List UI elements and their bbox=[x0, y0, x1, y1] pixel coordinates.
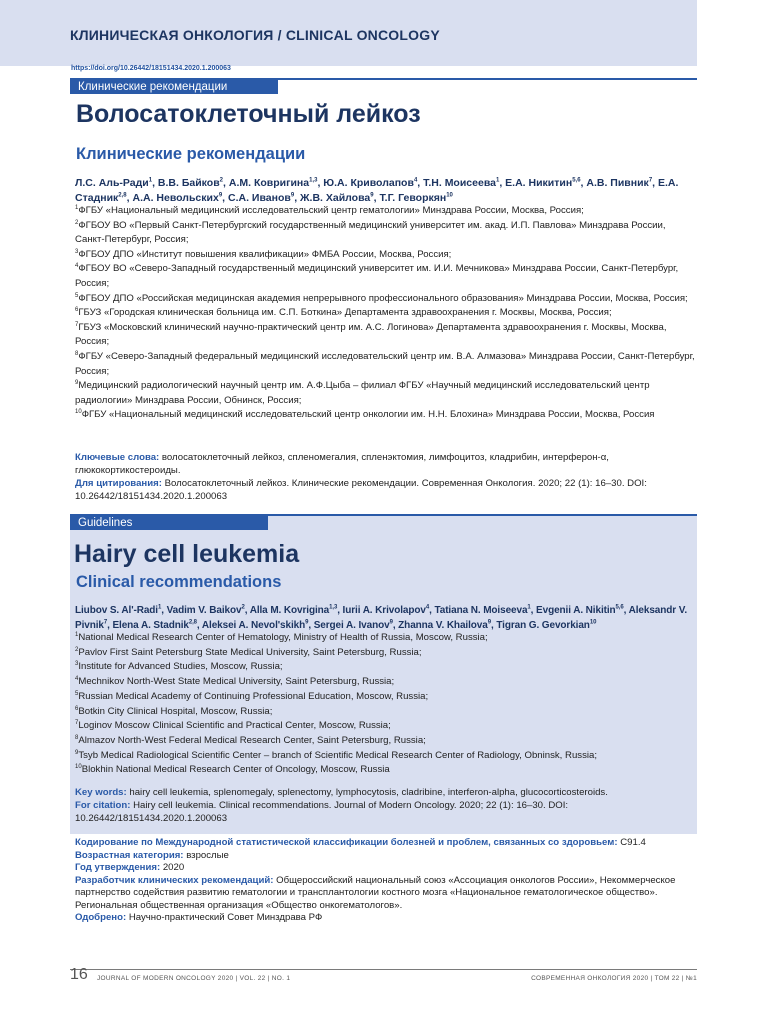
affiliation-item bbox=[75, 262, 697, 291]
affiliation-text: Russian Medical Academy of Continuing Professional Education, Moscow, Russia; bbox=[78, 690, 429, 702]
author-affiliation-mark: 4 bbox=[425, 604, 430, 611]
author-affiliation-mark: 10 bbox=[589, 619, 597, 626]
journal-title: КЛИНИЧЕСКАЯ ОНКОЛОГИЯ / CLINICAL ONCOLOGY bbox=[70, 27, 440, 43]
author-name: Т.Г. Геворкян bbox=[379, 192, 447, 204]
author-affiliation-mark: 9 bbox=[487, 619, 491, 626]
keywords-label: Ключевые слова: bbox=[75, 452, 160, 463]
citation-label: For citation: bbox=[75, 800, 131, 811]
metadata-row bbox=[75, 850, 695, 863]
author-name: Aleksei A. Nevol'skikh bbox=[201, 620, 306, 631]
affiliation-item bbox=[75, 321, 697, 350]
footer-journal-en: JOURNAL OF MODERN ONCOLOGY 2020 | VOL. 22 | NO. 1 bbox=[97, 975, 291, 982]
author-affiliation-mark: 9 bbox=[370, 192, 374, 199]
affiliation-number: 2 bbox=[75, 646, 79, 653]
citation-text: Hairy cell leukemia. Clinical recommendations. Journal of Modern Oncology. 2020; 22 (1): 16–30. DOI: 10.26442/18151434.2020.1.200063 bbox=[75, 800, 569, 824]
affiliation-item bbox=[75, 719, 697, 734]
author-affiliation-mark: 2,8 bbox=[188, 619, 197, 626]
affiliation-text: Blokhin National Medical Research Center of Oncology, Moscow, Russia bbox=[81, 764, 390, 776]
affiliation-text: Tsyb Medical Radiological Scientific Center – branch of Scientific Medical Research Center of Radiology, Obninsk, Russia; bbox=[78, 749, 597, 761]
keywords-text: волосатоклеточный лейкоз, спленомегалия, спленэктомия, лимфоцитоз, кладрибин, интерферон-α, глюкокортикостероиды. bbox=[75, 452, 609, 476]
metadata-value: C91.4 bbox=[620, 837, 646, 848]
affiliation-text: ФГБУ «Национальный медицинский исследовательский центр онкологии им. Н.Н. Блохина» Минздрава России, Москва, Россия bbox=[81, 409, 655, 421]
affiliation-text: Pavlov First Saint Petersburg State Medical University, Saint Petersburg, Russia; bbox=[78, 646, 422, 658]
author-name: Elena A. Stadnik bbox=[112, 620, 189, 631]
affiliation-item bbox=[75, 734, 697, 749]
metadata-label: Разработчик клинических рекомендаций: bbox=[75, 874, 274, 886]
affiliation-number: 4 bbox=[75, 263, 79, 270]
page-number: 16 bbox=[70, 966, 88, 983]
affiliation-item bbox=[75, 248, 697, 263]
author-affiliation-mark: 2 bbox=[219, 177, 224, 184]
affiliation-text: ФГБОУ ВО «Первый Санкт-Петербургский государственный медицинский университет им. акад. И.П. Павлова» Минздрава России, Санкт-Петербург, Россия; bbox=[75, 219, 666, 246]
affiliation-number: 10 bbox=[75, 764, 82, 771]
affiliation-text: Mechnikov North-West State Medical University, Saint Petersburg, Russia; bbox=[78, 676, 395, 688]
author-name: Alla M. Kovrigina bbox=[249, 605, 330, 616]
author-affiliation-mark: 9 bbox=[290, 192, 295, 199]
affiliation-number: 4 bbox=[75, 675, 79, 682]
metadata-value: взрослые bbox=[186, 849, 229, 861]
affiliation-number: 9 bbox=[75, 749, 79, 756]
author-name: Е.А. Никитин bbox=[505, 177, 573, 189]
author-name: Ю.А. Криволапов bbox=[323, 177, 414, 189]
affiliation-number: 8 bbox=[75, 734, 79, 741]
footer-divider bbox=[70, 969, 697, 970]
author-affiliation-mark: 5,6 bbox=[615, 604, 624, 611]
author-name: Sergei A. Ivanov bbox=[313, 620, 390, 631]
affiliation-text: ГБУЗ «Городская клиническая больница им. С.П. Боткина» Департамента здравоохранения г. Москвы, Москва, Россия; bbox=[78, 307, 612, 319]
affiliation-number: 6 bbox=[75, 306, 79, 313]
affiliation-item bbox=[75, 204, 697, 219]
affiliation-item bbox=[75, 646, 697, 661]
affiliation-item bbox=[75, 408, 697, 423]
footer-journal-ru: СОВРЕМЕННАЯ ОНКОЛОГИЯ 2020 | ТОМ 22 | №1 bbox=[531, 975, 697, 982]
author-name: Tatiana N. Moiseeva bbox=[434, 605, 528, 616]
affiliation-text: Institute for Advanced Studies, Moscow, Russia; bbox=[78, 661, 283, 673]
author-name: Liubov S. Al'-Radi bbox=[75, 605, 158, 616]
section-tag-en: Guidelines bbox=[70, 516, 268, 530]
metadata-label: Год утверждения: bbox=[75, 862, 161, 873]
author-name: Aleksandr V. Pivnik bbox=[75, 605, 688, 631]
author-affiliation-mark: 1 bbox=[158, 604, 162, 611]
author-affiliation-mark: 7 bbox=[648, 177, 653, 184]
affiliation-item bbox=[75, 749, 697, 764]
affiliation-number: 5 bbox=[75, 690, 79, 697]
keywords-label: Key words: bbox=[75, 787, 127, 798]
author-affiliation-mark: 5,6 bbox=[572, 177, 581, 184]
metadata-row bbox=[75, 862, 695, 875]
keywords-en bbox=[75, 787, 695, 800]
author-affiliation-mark: 7 bbox=[103, 619, 108, 626]
section-tag-ru: Клинические рекомендации bbox=[70, 80, 278, 94]
affiliation-number: 1 bbox=[75, 631, 79, 638]
affiliation-item bbox=[75, 690, 697, 705]
author-name: Iurii A. Krivolapov bbox=[342, 605, 426, 616]
keywords-ru bbox=[75, 452, 695, 477]
affiliation-number: 7 bbox=[75, 720, 79, 727]
metadata-label: Кодирование по Международной статистической классификации болезней и проблем, связанных со здоровьем: bbox=[75, 837, 618, 848]
affiliation-list-en bbox=[75, 631, 697, 778]
author-affiliation-mark: 4 bbox=[413, 177, 418, 184]
affiliation-number: 10 bbox=[75, 409, 82, 416]
article-subtitle-ru: Клинические рекомендации bbox=[76, 145, 306, 163]
affiliation-text: ФГБОУ ДПО «Институт повышения квалификации» ФМБА России, Москва, Россия; bbox=[78, 248, 452, 260]
affiliation-number: 1 bbox=[75, 204, 79, 211]
affiliation-item bbox=[75, 219, 697, 248]
author-name: А.В. Пивник bbox=[586, 177, 649, 189]
author-list-ru: Л.С. Аль-Ради$^1$, В.В. Байков$^2$, А.М. Ковригина$^{1,3}$, Ю.А. Криволапов$^4$, Т.Н. Моисеева$^1$, Е.А. Никитин$^{5,6}$, А.В. Пивник$^7$, Е.А. Стадник$^{2,8}$, А.А. Невольских$^9$, С.А. Иванов$^9$, Ж.В. Хайлова$^9$, Т.Г. Геворкян$^{10}$ bbox=[75, 177, 679, 204]
affiliation-text: National Medical Research Center of Hematology, Ministry of Health of Russia, Moscow, Russia; bbox=[78, 632, 488, 643]
author-name: А.А. Невольских bbox=[132, 192, 219, 204]
author-affiliation-mark: 1 bbox=[495, 177, 500, 184]
affiliation-item bbox=[75, 660, 697, 675]
citation-ru bbox=[75, 478, 695, 503]
metadata-value: Общероссийский национальный союз «Ассоциация онкологов России», Некоммерческое партнерство содействия развитию гематологии и трансплантологии костного мозга «Национальное гематологическое общество». Региональная общественная организация «Общество онкогематологов». bbox=[75, 874, 676, 911]
author-name: А.М. Ковригина bbox=[228, 177, 310, 189]
author-affiliation-mark: 1,3 bbox=[309, 177, 318, 184]
author-name: С.А. Иванов bbox=[228, 192, 291, 204]
affiliation-number: 2 bbox=[75, 219, 79, 226]
article-subtitle-en: Clinical recommendations bbox=[76, 573, 282, 591]
affiliation-text: ФГБОУ ДПО «Российская медицинская академия непрерывного профессионального образования» Минздрава России, Москва, Россия; bbox=[78, 292, 688, 304]
article-title-ru: Волосатоклеточный лейкоз bbox=[76, 100, 421, 128]
author-affiliation-mark: 9 bbox=[389, 619, 393, 626]
article-title-en: Hairy cell leukemia bbox=[74, 540, 300, 568]
citation-text: Волосатоклеточный лейкоз. Клинические рекомендации. Современная Онкология. 2020; 22 (1): 16–30. DOI: 10.26442/18151434.2020.1.200063 bbox=[75, 478, 647, 502]
metadata-row bbox=[75, 875, 695, 913]
affiliation-item bbox=[75, 350, 697, 379]
metadata-value: Научно-практический Совет Минздрава РФ bbox=[128, 912, 323, 923]
author-list-en: Liubov S. Al'-Radi$^1$, Vadim V. Baikov$^2$, Alla M. Kovrigina$^{1,3}$, Iurii A. Krivolapov$^4$, Tatiana N. Moiseeva$^1$, Evgenii A. Nikitin$^{5,6}$, Aleksandr V. Pivnik$^7$, Elena A. Stadnik$^{2,8}$, Aleksei A. Nevol'skikh$^9$, Sergei A. Ivanov$^9$, Zhanna V. Khailova$^9$, Tigran G. Gevorkian$^{10}$ bbox=[75, 604, 688, 631]
guideline-metadata bbox=[75, 837, 695, 925]
author-affiliation-mark: 10 bbox=[446, 192, 453, 199]
affiliation-text: Botkin City Clinical Hospital, Moscow, Russia; bbox=[78, 705, 273, 717]
affiliation-text: ФГБУ «Национальный медицинский исследовательский центр гематологии» Минздрава России, Москва, Россия; bbox=[78, 205, 584, 216]
author-name: Evgenii A. Nikitin bbox=[536, 605, 616, 616]
author-affiliation-mark: 1,3 bbox=[329, 604, 338, 611]
keywords-text: hairy cell leukemia, splenomegaly, splenectomy, lymphocytosis, cladribine, interferon-alpha, glucocorticosteroids. bbox=[129, 787, 608, 798]
metadata-row bbox=[75, 912, 695, 925]
affiliation-text: ГБУЗ «Московский клинический научно-практический центр им. А.С. Логинова» Департамента здравоохранения г. Москвы, Москва, Россия; bbox=[75, 321, 667, 348]
metadata-value: 2020 bbox=[162, 862, 185, 873]
doi-link[interactable]: https://doi.org/10.26442/18151434.2020.1.200063 bbox=[71, 65, 231, 72]
citation-en bbox=[75, 800, 695, 825]
author-name: Л.С. Аль-Ради bbox=[75, 177, 149, 189]
affiliation-text: ФГБУ «Северо-Западный федеральный медицинский исследовательский центр им. В.А. Алмазова» Минздрава России, Санкт-Петербург, Россия; bbox=[75, 350, 695, 377]
author-name: Е.А. Стадник bbox=[75, 177, 679, 204]
affiliation-number: 3 bbox=[75, 248, 79, 255]
affiliation-number: 3 bbox=[75, 661, 79, 668]
affiliation-text: Loginov Moscow Clinical Scientific and Practical Center, Moscow, Russia; bbox=[78, 720, 391, 732]
affiliation-item bbox=[75, 763, 697, 778]
affiliation-number: 9 bbox=[75, 379, 79, 386]
author-name: Vadim V. Baikov bbox=[166, 605, 242, 616]
author-name: В.В. Байков bbox=[157, 177, 220, 189]
author-affiliation-mark: 2,8 bbox=[118, 192, 127, 199]
author-name: Т.Н. Моисеева bbox=[423, 177, 496, 189]
affiliation-item bbox=[75, 292, 697, 307]
affiliation-item bbox=[75, 675, 697, 690]
author-name: Tigran G. Gevorkian bbox=[496, 620, 590, 631]
metadata-label: Возрастная категория: bbox=[75, 849, 184, 861]
affiliation-item bbox=[75, 379, 697, 408]
affiliation-item bbox=[75, 306, 697, 321]
author-affiliation-mark: 9 bbox=[218, 192, 223, 199]
author-affiliation-mark: 1 bbox=[527, 604, 531, 611]
affiliation-item bbox=[75, 705, 697, 720]
affiliation-text: ФГБОУ ВО «Северо-Западный государственный медицинский университет им. И.И. Мечникова» Минздрава России, Санкт-Петербург, Россия; bbox=[75, 263, 679, 289]
affiliation-number: 6 bbox=[75, 705, 79, 712]
author-affiliation-mark: 1 bbox=[148, 177, 153, 184]
affiliation-text: Медицинский радиологический научный центр им. А.Ф.Цыба – филиал ФГБУ «Научный медицинский исследовательский центр радиологии» Минздрава России, Обнинск, Россия; bbox=[75, 380, 650, 406]
author-name: Zhanna V. Khailova bbox=[398, 620, 488, 631]
affiliation-item bbox=[75, 631, 697, 646]
metadata-row bbox=[75, 837, 695, 850]
author-name: Ж.В. Хайлова bbox=[300, 192, 371, 204]
affiliation-list-ru bbox=[75, 204, 697, 423]
metadata-label: Одобрено: bbox=[75, 912, 127, 923]
affiliation-number: 5 bbox=[75, 292, 79, 299]
author-affiliation-mark: 2 bbox=[241, 604, 245, 611]
author-affiliation-mark: 9 bbox=[305, 619, 309, 626]
affiliation-number: 7 bbox=[75, 321, 79, 328]
affiliation-text: Almazov North-West Federal Medical Research Center, Saint Petersburg, Russia; bbox=[78, 734, 426, 746]
citation-label: Для цитирования: bbox=[75, 478, 162, 489]
affiliation-number: 8 bbox=[75, 350, 79, 357]
